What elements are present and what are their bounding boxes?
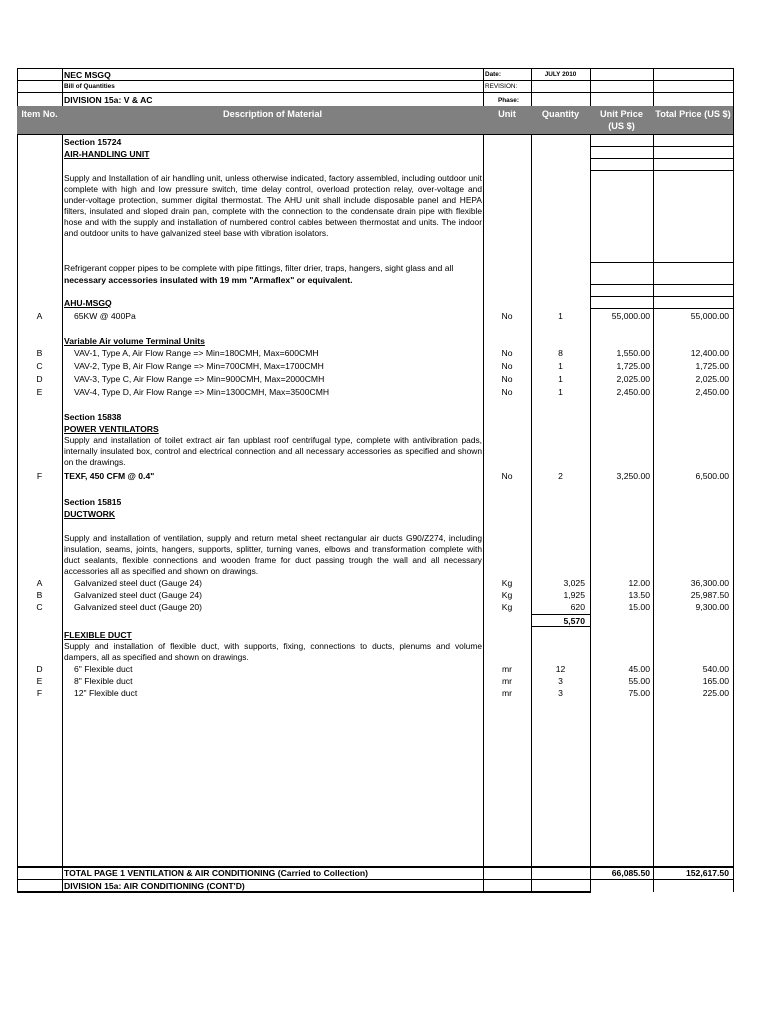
item-unit: Kg <box>501 590 513 600</box>
item-description: 12" Flexible duct <box>74 688 138 698</box>
item-quantity: 1 <box>558 361 563 371</box>
unit-price-total: 66,085.50 <box>611 868 650 878</box>
item-quantity: 1 <box>558 311 563 321</box>
item-description: Galvanized steel duct (Gauge 24) <box>74 590 203 600</box>
grid-line <box>17 80 733 81</box>
item-code: F <box>36 471 43 481</box>
col-header-unit: Unit <box>498 109 516 119</box>
grid-line <box>590 308 733 309</box>
item-code: A <box>36 578 43 588</box>
item-unit: No <box>501 374 513 384</box>
item-code: C <box>36 602 43 612</box>
item-quantity: 3 <box>558 688 563 698</box>
subsection-title: FLEXIBLE DUCT <box>64 630 132 640</box>
section-title: AIR-HANDLING UNIT <box>64 149 150 159</box>
item-unit-price: 45.00 <box>628 664 650 674</box>
item-code: B <box>36 590 43 600</box>
grid-line <box>590 284 733 285</box>
grid-line <box>590 158 733 159</box>
date-value: JULY 2010 <box>544 71 577 78</box>
item-unit: No <box>501 348 513 358</box>
item-quantity: 1 <box>558 387 563 397</box>
grand-total: 152,617.50 <box>685 868 729 878</box>
item-unit: Kg <box>501 602 513 612</box>
item-code: D <box>36 664 43 674</box>
section-description: Supply and installation of flexible duct, with supports, fixing, connections to ducts, plenums and volume dampers, all as specified and shown on drawings. <box>64 641 482 662</box>
item-total-price: 12,400.00 <box>690 348 729 358</box>
item-code: B <box>36 348 43 358</box>
item-unit: No <box>501 471 513 481</box>
section-title: POWER VENTILATORS <box>64 424 159 434</box>
item-description: Galvanized steel duct (Gauge 20) <box>74 602 203 612</box>
item-quantity: 8 <box>558 348 563 358</box>
item-total-price: 225.00 <box>702 688 729 698</box>
subsection-title: AHU-MSGQ <box>64 298 112 308</box>
page-total-label: TOTAL PAGE 1 VENTILATION & AIR CONDITIONING (Carried to Collection) <box>64 868 368 878</box>
item-unit: No <box>501 361 513 371</box>
grid-line <box>590 296 733 297</box>
project-name: NEC MSGQ <box>64 70 111 80</box>
next-division-title: DIVISION 15a: AIR CONDITIONING (CONT'D) <box>64 881 245 891</box>
item-code: A <box>36 311 43 321</box>
section-description: Supply and installation of ventilation, supply and return metal sheet rectangular air ducts G90/Z274, including insulation, seams, joints, hangers, supports, splitter, turning vanes, elbows and transformation complete with duct sealants, flexible connections and wooden frame for duct passing trough the wall and all necessary accessories all as specified and shown on drawings. <box>64 533 482 576</box>
item-unit-price: 55,000.00 <box>611 311 650 321</box>
item-description: 65KW @ 400Pa <box>74 311 136 321</box>
item-total-price: 55,000.00 <box>690 311 729 321</box>
document-type: Bill of Quantities <box>64 83 115 90</box>
item-total-price: 9,300.00 <box>695 602 729 612</box>
item-description: 8" Flexible duct <box>74 676 133 686</box>
section-number: Section 15838 <box>64 412 122 422</box>
item-unit-price: 55.00 <box>628 676 650 686</box>
item-description: VAV-2, Type B, Air Flow Range => Min=700CMH, Max=1700CMH <box>74 361 324 371</box>
item-total-price: 25,987.50 <box>690 590 729 600</box>
item-quantity: 1,925 <box>563 590 585 600</box>
grid-line <box>733 68 734 892</box>
col-header-description: Description of Material <box>222 109 323 119</box>
grid-line <box>590 170 733 171</box>
item-unit: mr <box>501 688 513 698</box>
item-code: C <box>36 361 43 371</box>
item-unit-price: 2,450.00 <box>616 387 650 397</box>
section-description: Refrigerant copper pipes to be complete with pipe fittings, filter drier, traps, hangers, sight glass and all <box>64 263 454 273</box>
col-header-total-price: Total Price (US $) <box>655 109 731 119</box>
item-description: 6" Flexible duct <box>74 664 133 674</box>
grid-line <box>17 134 733 135</box>
item-description: VAV-1, Type A, Air Flow Range => Min=180CMH, Max=600CMH <box>74 348 319 358</box>
revision-label: REVISION: <box>485 83 518 90</box>
item-quantity: 12 <box>555 664 566 674</box>
item-code: E <box>36 387 43 397</box>
item-quantity: 3 <box>558 676 563 686</box>
item-unit-price: 1,550.00 <box>616 348 650 358</box>
grid-line <box>590 262 733 263</box>
item-unit-price: 15.00 <box>628 602 650 612</box>
item-total-price: 6,500.00 <box>695 471 729 481</box>
grid-line <box>17 92 733 93</box>
grid-line <box>62 68 63 892</box>
item-unit: Kg <box>501 578 513 588</box>
item-total-price: 165.00 <box>702 676 729 686</box>
item-code: D <box>36 374 43 384</box>
item-code: E <box>36 676 43 686</box>
item-description: Galvanized steel duct (Gauge 24) <box>74 578 203 588</box>
item-unit-price: 2,025.00 <box>616 374 650 384</box>
item-quantity: 3,025 <box>563 578 585 588</box>
item-quantity: 620 <box>570 602 585 612</box>
item-total-price: 540.00 <box>702 664 729 674</box>
col-header-item: Item No. <box>21 109 58 119</box>
item-total-price: 2,450.00 <box>695 387 729 397</box>
item-description: VAV-3, Type C, Air Flow Range => Min=900CMH, Max=2000CMH <box>74 374 325 384</box>
item-unit: mr <box>501 676 513 686</box>
item-unit: No <box>501 311 513 321</box>
section-description: Supply and Installation of air handling unit, unless otherwise indicated, factory assembled, including outdoor unit complete with high and low pressure switch, time delay control, overload protection relay, over-voltage and under-voltage protection, summer digital thermostat. The AHU unit shall include disposable panel and HEPA filters, insulated and sloped drain pan, complete with the connection to the condensate drain pipe with flexible hose and with the supply and installation of numbered control cables between thermostat and units. The indoor and outdoor units to have galvanized steel base with vibration isolators. <box>64 173 482 238</box>
item-unit: mr <box>501 664 513 674</box>
item-unit-price: 1,725.00 <box>616 361 650 371</box>
item-total-price: 36,300.00 <box>690 578 729 588</box>
subsection-title: Variable Air volume Terminal Units <box>64 336 205 346</box>
section-description: Supply and installation of toilet extract air fan upblast roof centrifugal type, complete with antivibration pads, internally insulated box, control and electrical connection and all necessary accessories as specified and shown on the drawings. <box>64 435 482 467</box>
item-unit-price: 75.00 <box>628 688 650 698</box>
item-unit: No <box>501 387 513 397</box>
section-description: necessary accessories insulated with 19 mm "Armaflex" or equivalent. <box>64 275 353 285</box>
quantity-subtotal: 5,570 <box>563 616 585 626</box>
item-quantity: 1 <box>558 374 563 384</box>
item-total-price: 2,025.00 <box>695 374 729 384</box>
phase-label: Phase: <box>498 97 519 104</box>
date-label: Date: <box>485 71 501 78</box>
grid-line <box>590 146 733 147</box>
section-number: Section 15815 <box>64 497 122 507</box>
item-description: VAV-4, Type D, Air Flow Range => Min=1300CMH, Max=3500CMH <box>74 387 330 397</box>
grid-line <box>17 68 733 69</box>
item-description: TEXF, 450 CFM @ 0.4" <box>64 471 155 481</box>
col-header-quantity: Quantity <box>541 109 580 119</box>
item-unit-price: 3,250.00 <box>616 471 650 481</box>
item-unit-price: 13.50 <box>628 590 650 600</box>
item-unit-price: 12.00 <box>628 578 650 588</box>
division-title: DIVISION 15a: V & AC <box>64 95 153 105</box>
item-total-price: 1,725.00 <box>695 361 729 371</box>
section-title: DUCTWORK <box>64 509 116 519</box>
item-code: F <box>36 688 43 698</box>
item-quantity: 2 <box>558 471 563 481</box>
section-number: Section 15724 <box>64 137 122 147</box>
col-header-unit-price: Unit Price (US $) <box>600 109 643 131</box>
